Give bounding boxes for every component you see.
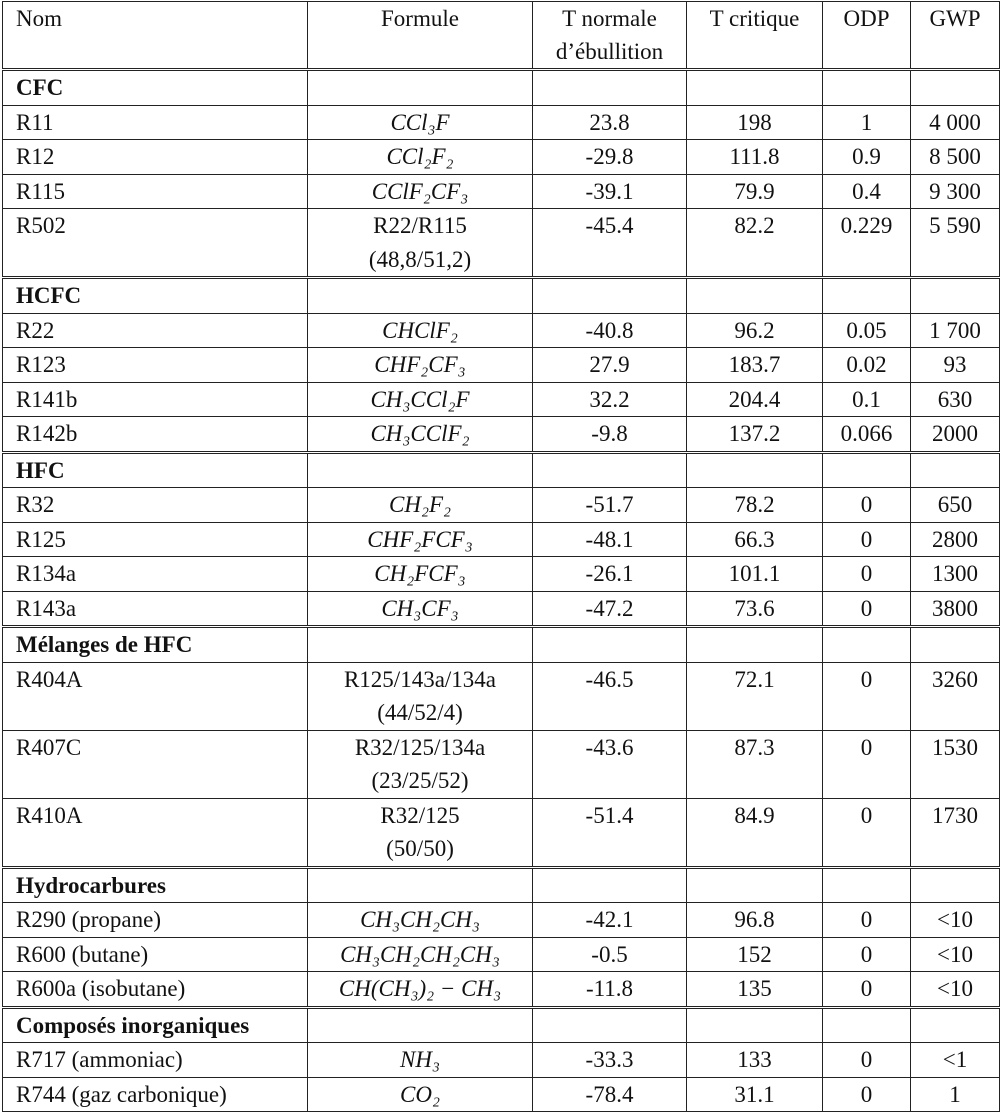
boiling-temp: -47.2 [533, 591, 687, 627]
section-title: HFC [3, 452, 308, 488]
empty-cell [533, 278, 687, 314]
formula-text: CHClF₂ [382, 317, 458, 343]
odp-value: 0 [823, 972, 911, 1008]
gwp-value: 1530 [911, 730, 1000, 798]
refrigerant-name: R142b [3, 417, 308, 453]
formula-cell [308, 348, 533, 383]
empty-cell [823, 627, 911, 663]
formula-text: R125/143a/134a [343, 666, 497, 692]
gwp-value: 630 [911, 382, 1000, 417]
empty-cell [687, 1007, 823, 1043]
odp-value: 1 [823, 105, 911, 140]
gwp-value: 2800 [911, 522, 1000, 557]
empty-cell [533, 70, 687, 106]
formula-cell [308, 557, 533, 592]
formula-cell [308, 972, 533, 1008]
refrigerant-name: R407C [3, 730, 308, 798]
empty-cell [911, 627, 1000, 663]
table-row [3, 209, 1000, 278]
table-row [3, 382, 1000, 417]
boiling-temp: -29.8 [533, 140, 687, 175]
critical-temp: 133 [687, 1043, 823, 1078]
refrigerant-name: R404A [3, 662, 308, 730]
odp-value: 0 [823, 522, 911, 557]
refrigerant-name: R125 [3, 522, 308, 557]
odp-value: 0 [823, 591, 911, 627]
formula-text: CH(CH₃)₂ − CH₃ [338, 976, 502, 1001]
empty-cell [533, 627, 687, 663]
critical-temp: 87.3 [687, 730, 823, 798]
critical-temp: 96.8 [687, 903, 823, 938]
formula-text: CClF₂CF₃ [371, 178, 469, 204]
odp-value: 0.1 [823, 382, 911, 417]
formula-composition: (23/25/52) [371, 768, 469, 793]
boiling-temp: -11.8 [533, 972, 687, 1008]
refrigerant-name: R32 [3, 488, 308, 523]
empty-cell [911, 70, 1000, 106]
header-odp: ODP [823, 2, 911, 70]
formula-cell [308, 1077, 533, 1112]
header-boiling-line2: d’ébullition [555, 39, 664, 64]
header-row [3, 2, 1000, 70]
header-name: Nom [3, 2, 308, 70]
odp-value: 0 [823, 730, 911, 798]
formula-text: CCl₃F [390, 109, 450, 135]
gwp-value: 3260 [911, 662, 1000, 730]
formula-text: R32/125 [380, 802, 460, 828]
boiling-temp: -9.8 [533, 417, 687, 453]
table-row [3, 591, 1000, 627]
formula-text: CH₃CCl₂F [370, 386, 470, 412]
refrigerant-name: R22 [3, 313, 308, 348]
table-body [3, 70, 1000, 1112]
empty-cell [687, 867, 823, 903]
gwp-value: <10 [911, 972, 1000, 1008]
refrigerant-name: R744 (gaz carbonique) [3, 1077, 308, 1112]
odp-value: 0 [823, 1077, 911, 1112]
critical-temp: 183.7 [687, 348, 823, 383]
header-boiling-line1: T normale [562, 6, 657, 31]
empty-cell [823, 452, 911, 488]
empty-cell [308, 452, 533, 488]
formula-text: CH₃CH₂CH₂CH₃ [340, 941, 500, 967]
boiling-temp: -51.4 [533, 798, 687, 867]
refrigerant-name: R143a [3, 591, 308, 627]
empty-cell [308, 278, 533, 314]
section-row [3, 867, 1000, 903]
empty-cell [823, 867, 911, 903]
critical-temp: 73.6 [687, 591, 823, 627]
formula-cell [308, 417, 533, 453]
boiling-temp: -42.1 [533, 903, 687, 938]
critical-temp: 198 [687, 105, 823, 140]
odp-value: 0 [823, 557, 911, 592]
critical-temp: 82.2 [687, 209, 823, 278]
boiling-temp: -40.8 [533, 313, 687, 348]
table-row [3, 488, 1000, 523]
refrigerant-name: R134a [3, 557, 308, 592]
table-row [3, 348, 1000, 383]
formula-cell [308, 313, 533, 348]
formula-text: CH₃CH₂CH₃ [360, 907, 480, 932]
critical-temp: 96.2 [687, 313, 823, 348]
boiling-temp: 32.2 [533, 382, 687, 417]
formula-cell [308, 488, 533, 523]
formula-text: R22/R115 [373, 213, 467, 238]
section-title: CFC [3, 70, 308, 106]
empty-cell [911, 452, 1000, 488]
formula-cell [308, 730, 533, 798]
critical-temp: 72.1 [687, 662, 823, 730]
formula-text: CH₃CF₃ [381, 595, 459, 621]
formula-text: CCl₂F₂ [386, 144, 454, 169]
gwp-value: <1 [911, 1043, 1000, 1078]
empty-cell [911, 867, 1000, 903]
gwp-value: 8 500 [911, 140, 1000, 175]
critical-temp: 84.9 [687, 798, 823, 867]
empty-cell [823, 278, 911, 314]
gwp-value: 1 700 [911, 313, 1000, 348]
table-row [3, 937, 1000, 972]
table-row [3, 798, 1000, 867]
formula-text: CO₂ [400, 1081, 440, 1107]
table-row [3, 557, 1000, 592]
section-title: Hydrocarbures [3, 867, 308, 903]
table-row [3, 730, 1000, 798]
odp-value: 0 [823, 937, 911, 972]
critical-temp: 152 [687, 937, 823, 972]
odp-value: 0.9 [823, 140, 911, 175]
formula-text: CHF₂FCF₃ [367, 526, 473, 552]
boiling-temp: -0.5 [533, 937, 687, 972]
refrigerant-name: R123 [3, 348, 308, 383]
gwp-value: 4 000 [911, 105, 1000, 140]
boiling-temp: -26.1 [533, 557, 687, 592]
critical-temp: 79.9 [687, 174, 823, 209]
critical-temp: 135 [687, 972, 823, 1008]
section-title: HCFC [3, 278, 308, 314]
section-row [3, 278, 1000, 314]
refrigerant-name: R502 [3, 209, 308, 278]
table-row [3, 417, 1000, 453]
table-header [3, 2, 1000, 70]
section-title: Composés inorganiques [3, 1007, 308, 1043]
boiling-temp: -33.3 [533, 1043, 687, 1078]
header-boiling-temp [533, 2, 687, 70]
refrigerant-name: R290 (propane) [3, 903, 308, 938]
formula-text: NH₃ [400, 1047, 440, 1072]
refrigerant-name: R600 (butane) [3, 937, 308, 972]
boiling-temp: -39.1 [533, 174, 687, 209]
critical-temp: 137.2 [687, 417, 823, 453]
gwp-value: <10 [911, 903, 1000, 938]
empty-cell [308, 70, 533, 106]
formula-cell [308, 140, 533, 175]
odp-value: 0.229 [823, 209, 911, 278]
table-row [3, 1043, 1000, 1078]
refrigerant-name: R11 [3, 105, 308, 140]
formula-cell [308, 798, 533, 867]
critical-temp: 204.4 [687, 382, 823, 417]
formula-composition: (50/50) [386, 836, 454, 861]
header-formula: Formule [308, 2, 533, 70]
boiling-temp: -45.4 [533, 209, 687, 278]
odp-value: 0.02 [823, 348, 911, 383]
formula-cell [308, 174, 533, 209]
odp-value: 0 [823, 798, 911, 867]
gwp-value: 3800 [911, 591, 1000, 627]
formula-composition: (48,8/51,2) [368, 246, 472, 272]
gwp-value: 650 [911, 488, 1000, 523]
refrigerant-name: R12 [3, 140, 308, 175]
boiling-temp: 27.9 [533, 348, 687, 383]
table-row [3, 313, 1000, 348]
odp-value: 0.05 [823, 313, 911, 348]
header-gwp: GWP [911, 2, 1000, 70]
refrigerant-name: R115 [3, 174, 308, 209]
critical-temp: 31.1 [687, 1077, 823, 1112]
formula-cell [308, 591, 533, 627]
table-row [3, 972, 1000, 1008]
refrigerant-table [2, 1, 1000, 1112]
boiling-temp: -46.5 [533, 662, 687, 730]
formula-cell [308, 209, 533, 278]
boiling-temp: -43.6 [533, 730, 687, 798]
empty-cell [823, 1007, 911, 1043]
table-row [3, 903, 1000, 938]
table-row [3, 174, 1000, 209]
boiling-temp: -78.4 [533, 1077, 687, 1112]
formula-cell [308, 903, 533, 938]
table-row [3, 662, 1000, 730]
section-title: Mélanges de HFC [3, 627, 308, 663]
gwp-value: 93 [911, 348, 1000, 383]
odp-value: 0 [823, 1043, 911, 1078]
formula-cell [308, 522, 533, 557]
formula-cell [308, 105, 533, 140]
empty-cell [687, 70, 823, 106]
gwp-value: 2000 [911, 417, 1000, 453]
formula-text: CH₂FCF₃ [374, 561, 466, 586]
formula-cell [308, 1043, 533, 1078]
empty-cell [911, 278, 1000, 314]
table-row [3, 140, 1000, 175]
table-row [3, 1077, 1000, 1112]
gwp-value: 5 590 [911, 209, 1000, 278]
refrigerant-name: R600a (isobutane) [3, 972, 308, 1008]
formula-text: R32/125/134a [354, 734, 486, 760]
empty-cell [911, 1007, 1000, 1043]
gwp-value: 9 300 [911, 174, 1000, 209]
odp-value: 0 [823, 488, 911, 523]
formula-cell [308, 382, 533, 417]
boiling-temp: -51.7 [533, 488, 687, 523]
empty-cell [308, 1007, 533, 1043]
odp-value: 0 [823, 662, 911, 730]
empty-cell [687, 627, 823, 663]
refrigerant-name: R717 (ammoniac) [3, 1043, 308, 1078]
formula-cell [308, 937, 533, 972]
section-row [3, 70, 1000, 106]
header-critical-temp: T critique [687, 2, 823, 70]
empty-cell [308, 867, 533, 903]
empty-cell [308, 627, 533, 663]
refrigerant-name: R410A [3, 798, 308, 867]
gwp-value: 1 [911, 1077, 1000, 1112]
empty-cell [533, 452, 687, 488]
critical-temp: 78.2 [687, 488, 823, 523]
empty-cell [687, 278, 823, 314]
critical-temp: 111.8 [687, 140, 823, 175]
gwp-value: 1300 [911, 557, 1000, 592]
empty-cell [533, 1007, 687, 1043]
table-row [3, 105, 1000, 140]
empty-cell [533, 867, 687, 903]
critical-temp: 66.3 [687, 522, 823, 557]
formula-text: CHF₂CF₃ [374, 352, 466, 377]
gwp-value: <10 [911, 937, 1000, 972]
formula-text: CH₃CClF₂ [370, 421, 470, 446]
formula-cell [308, 662, 533, 730]
formula-text: CH₂F₂ [389, 492, 451, 517]
boiling-temp: -48.1 [533, 522, 687, 557]
refrigerant-name: R141b [3, 382, 308, 417]
odp-value: 0.066 [823, 417, 911, 453]
boiling-temp: 23.8 [533, 105, 687, 140]
gwp-value: 1730 [911, 798, 1000, 867]
empty-cell [687, 452, 823, 488]
section-row [3, 1007, 1000, 1043]
odp-value: 0.4 [823, 174, 911, 209]
empty-cell [823, 70, 911, 106]
formula-composition: (44/52/4) [377, 700, 463, 725]
odp-value: 0 [823, 903, 911, 938]
critical-temp: 101.1 [687, 557, 823, 592]
table-row [3, 522, 1000, 557]
section-row [3, 452, 1000, 488]
section-row [3, 627, 1000, 663]
